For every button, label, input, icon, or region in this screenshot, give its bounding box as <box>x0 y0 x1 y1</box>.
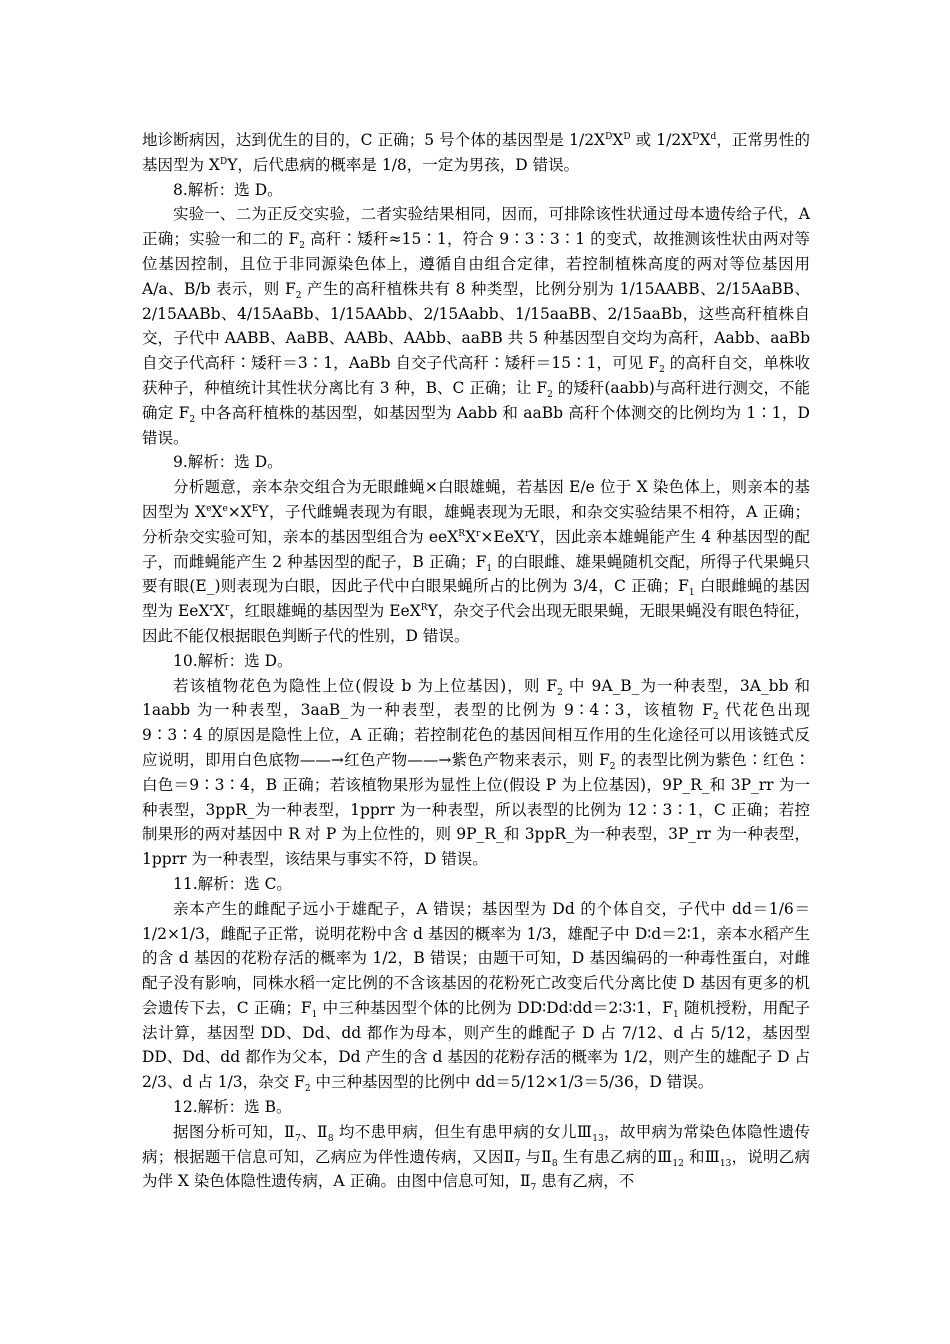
answer-body-12: 据图分析可知，$Ⅱ_7$、$Ⅱ_8$ 均不患甲病，但生有患甲病的女儿$Ⅲ_{13}$，故甲病为常染色体隐性遗传病；根据题干信息可知，乙病应为伴性遗传病，又因$Ⅱ_7$ 与$Ⅱ_8$ 生有患乙病的$Ⅲ_{12}$ 和$Ⅲ_{13}$，说明乙病为伴 X 染色体隐性遗传病，A 正确。由图中信息可知，$Ⅱ_7$ 患有乙病，不 <box>142 1122 810 1194</box>
answer-body-9: 分析题意，亲本杂交组合为无眼雌蝇×白眼雄蝇，若基因 E/e 位于 X 染色体上，则亲本的基因型为 $X^eX^e\times X^EY$，子代雌蝇表现为有眼，雄蝇表现为无眼，和杂交实验结果不相符，A 正确；分析杂交实验可知，亲本的基因型组合为 $eeX^RX^r\times EeX^rY$，因此亲本雄蝇能产生 4 种基因型的配子，而雌蝇能产生 2 种基因型的配子，B 正确；$F_1$ 的白眼雌、雄果蝇随机交配，所得子代果蝇只要有眼(E_)则表现为白眼，因此子代中白眼果蝇所占的比例为 3/4，C 正确；$F_1$ 白眼雌蝇的基因型为 $EeX^rX^r$，红眼雄蝇的基因型为 EeX$^R$Y，杂交子代会出现无眼果蝇，无眼果蝇没有眼色特征，因此不能仅根据眼色判断子代的性别，D 错误。 <box>142 478 811 645</box>
paragraph-cont: 地诊断病因，达到优生的目的，C 正确；5 号个体的基因型是 $1/2X^DX^D$ 或 $1/2X^DX^d$，正常男性的基因型为 $X^DY$，后代患病的概率是 1/8，一定为男孩，D 错误。 <box>142 131 810 174</box>
answer-heading-10: 10.解析：选 D。 <box>173 651 293 670</box>
answer-body-11: 亲本产生的雌配子远小于雄配子，A 错误；基因型为 Dd 的个体自交，子代中 dd＝1/6＝1/2×1/3，雌配子正常，说明花粉中含 d 基因的概率为 1/3，雄配子中 D∶d＝2∶1，亲本水稻产生的含 d 基因的花粉存活的概率为 1/2，B 错误；由题干可知，D 基因编码的一种毒性蛋白，对雌配子没有影响，同株水稻一定比例的不含该基因的花粉死亡改变后代分离比使 D 基因有更多的机会遗传下去，C 正确；$F_1$ 中三种基因型个体的比例为 DD∶Dd∶dd＝2∶3∶1，$F_1$ 随机授粉，用配子法计算，基因型 DD、Dd、dd 都作为母本，则产生的雌配子 D 占 7/12、d 占 5/12，基因型 DD、Dd、dd 都作为父本，Dd 产生的含 d 基因的花粉存活的概率为 1/2，则产生的雄配子 D 占 2/3、d 占 1/3，杂交 $F_2$ 中三种基因型的比例中 dd＝5/12×1/3＝5/36，D 错误。 <box>142 899 810 1095</box>
answer-heading-9: 9.解析：选 D。 <box>173 453 283 472</box>
answer-heading-8: 8.解析：选 D。 <box>173 180 283 199</box>
answer-body-10: 若该植物花色为隐性上位(假设 b 为上位基因)，则 $F_2$ 中 9A_B_为一种表型，3A_bb 和 1aabb 为一种表型，3aaB_为一种表型，表型的比例为 9∶4∶3，该植物 $F_2$ 代花色出现 9∶3∶4 的原因是隐性上位，A 正确；若控制花色的基因间相互作用的生化途径可以用该链式反应说明，即用白色底物——→红色产物——→紫色产物来表示，则 $F_2$ 的表型比例为紫色∶红色∶白色＝9∶3∶4，B 正确；若该植物果形为显性上位(假设 P 为上位基因)，9P_R_和 3P_rr 为一种表型，3ppR_为一种表型，1pprr 为一种表型，所以表型的比例为 12∶3∶1，C 正确；若控制果形的两对基因中 R 对 P 为上位性的，则 9P_R_和 3ppR_为一种表型，3P_rr 为一种表型，1pprr 为一种表型，该结果与事实不符，D 错误。 <box>142 676 810 869</box>
answer-heading-12: 12.解析：选 B。 <box>173 1098 292 1117</box>
answer-heading-11: 11.解析：选 C。 <box>173 874 292 893</box>
answer-text <box>142 128 810 1194</box>
answer-body-8: 实验一、二为正反交实验，二者实验结果相同，因而，可排除该性状通过母本遗传给子代，A 正确；实验一和二的 $F_2$ 高秆∶矮秆≈15∶1，符合 9∶3∶3∶1 的变式，故推测该性状由两对等位基因控制，且位于非同源染色体上，遵循自由组合定律，若控制植株高度的两对等位基因用 A/a、B/b 表示，则 $F_2$ 产生的高秆植株共有 8 种类型，比例分别为 1/15AABB、2/15AaBB、2/15AABb、4/15AaBb、1/15AAbb、2/15Aabb、1/15aaBB、2/15aaBb，这些高秆植株自交，子代中 AABB、AaBB、AABb、AAbb、aaBB 共 5 种基因型自交均为高秆，Aabb、aaBb 自交子代高秆∶矮秆＝3∶1，AaBb 自交子代高秆∶矮秆＝15∶1，可见 $F_2$ 的高秆自交，单株收获种子，种植统计其性状分离比有 3 种，B、C 正确；让 $F_2$ 的矮秆(aabb)与高秆进行测交，不能确定 $F_2$ 中各高秆植株的基因型，如基因型为 Aabb 和 aaBb 高秆个体测交的比例均为 1∶1，D 错误。 <box>142 205 810 447</box>
